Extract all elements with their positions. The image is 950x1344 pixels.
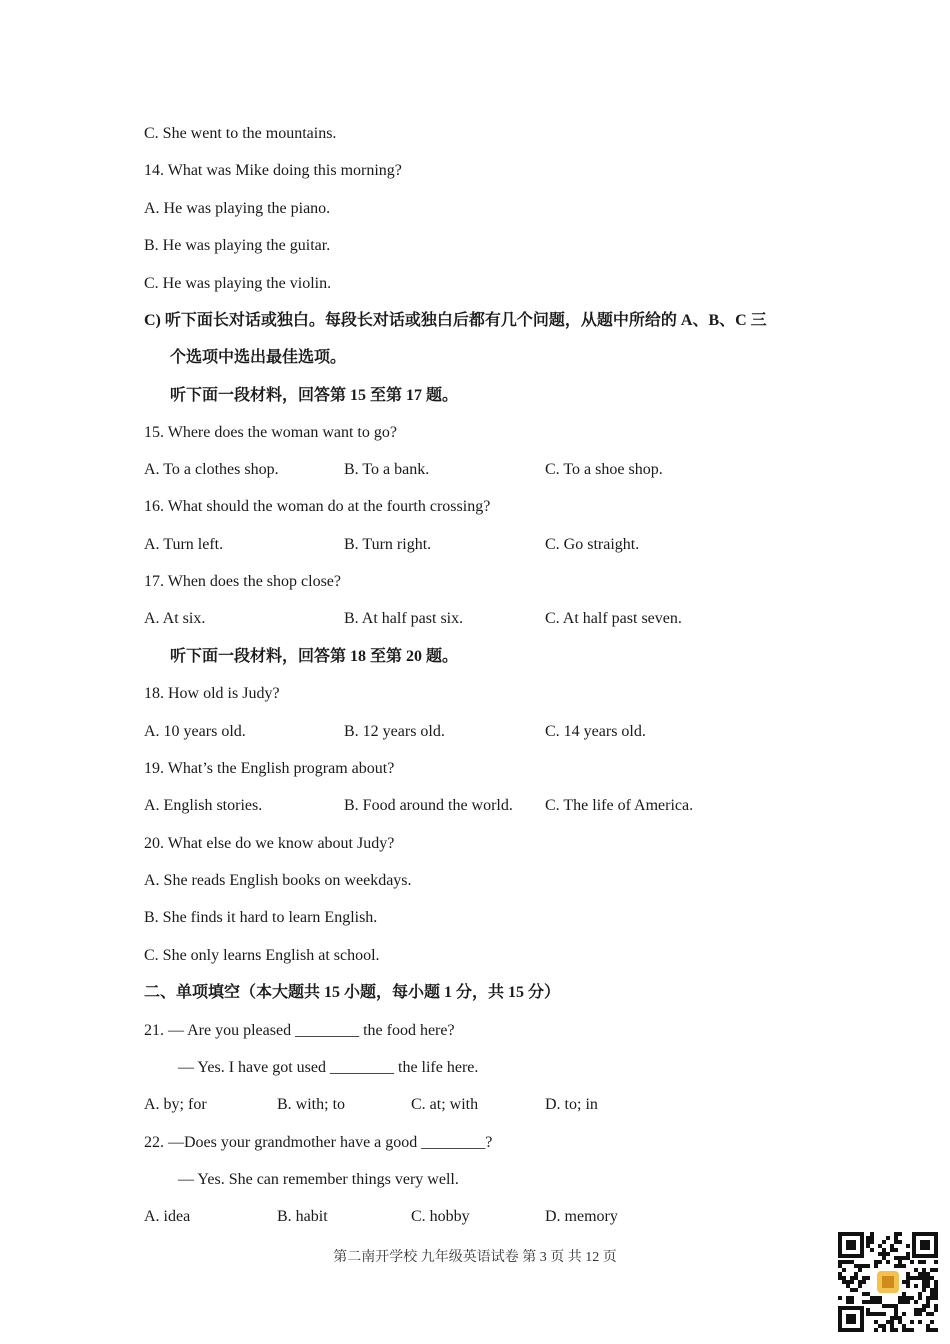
q18-option-c: C. 14 years old. bbox=[545, 723, 646, 740]
question-21: 21. — Are you pleased ________ the food here? bbox=[144, 1022, 455, 1039]
q17-option-b: B. At half past six. bbox=[344, 610, 464, 627]
q21-option-c: C. at; with bbox=[411, 1096, 479, 1113]
q19-options bbox=[144, 796, 794, 816]
q22-options bbox=[144, 1207, 794, 1227]
question-15: 15. Where does the woman want to go? bbox=[144, 424, 397, 441]
question-21-line-2: — Yes. I have got used ________ the life here. bbox=[178, 1059, 479, 1076]
question-18: 18. How old is Judy? bbox=[144, 685, 280, 702]
q15-option-b: B. To a bank. bbox=[344, 461, 430, 478]
q18-option-a: A. 10 years old. bbox=[144, 723, 246, 740]
question-17: 17. When does the shop close? bbox=[144, 573, 341, 590]
section-c-instruction-cont: 个选项中选出最佳选项。 bbox=[170, 349, 347, 366]
q18-options bbox=[144, 722, 794, 742]
q21-option-d: D. to; in bbox=[545, 1096, 598, 1113]
q18-option-b: B. 12 years old. bbox=[344, 723, 445, 740]
q14-option-a: A. He was playing the piano. bbox=[144, 200, 331, 217]
part-2-heading: 二、单项填空（本大题共 15 小题，每小题 1 分，共 15 分） bbox=[144, 984, 561, 1001]
q21-options bbox=[144, 1095, 794, 1115]
q17-option-c: C. At half past seven. bbox=[545, 610, 682, 627]
q19-option-b: B. Food around the world. bbox=[344, 797, 513, 814]
q22-option-c: C. hobby bbox=[411, 1208, 470, 1225]
q20-option-a: A. She reads English books on weekdays. bbox=[144, 872, 412, 889]
q17-option-a: A. At six. bbox=[144, 610, 206, 627]
q16-options bbox=[144, 535, 794, 555]
q20-option-b: B. She finds it hard to learn English. bbox=[144, 909, 378, 926]
q14-option-b: B. He was playing the guitar. bbox=[144, 237, 331, 254]
q15-option-a: A. To a clothes shop. bbox=[144, 461, 279, 478]
q22-option-a: A. idea bbox=[144, 1208, 191, 1225]
q21-option-a: A. by; for bbox=[144, 1096, 207, 1113]
q19-option-c: C. The life of America. bbox=[545, 797, 694, 814]
page-footer: 第二南开学校 九年级英语试卷 第 3 页 共 12 页 bbox=[333, 1250, 617, 1265]
q22-option-b: B. habit bbox=[277, 1208, 328, 1225]
q13-option-c: C. She went to the mountains. bbox=[144, 125, 337, 142]
q14-option-c: C. He was playing the violin. bbox=[144, 275, 332, 292]
question-20: 20. What else do we know about Judy? bbox=[144, 835, 395, 852]
q22-option-d: D. memory bbox=[545, 1208, 618, 1225]
question-16: 16. What should the woman do at the fourth crossing? bbox=[144, 498, 491, 515]
q15-options bbox=[144, 460, 794, 480]
q16-option-b: B. Turn right. bbox=[344, 536, 432, 553]
material-2-heading: 听下面一段材料，回答第 18 至第 20 题。 bbox=[170, 648, 459, 665]
question-22-line-2: — Yes. She can remember things very well. bbox=[178, 1171, 459, 1188]
q17-options bbox=[144, 609, 794, 629]
question-22: 22. —Does your grandmother have a good ________? bbox=[144, 1134, 493, 1151]
q20-option-c: C. She only learns English at school. bbox=[144, 947, 380, 964]
q19-option-a: A. English stories. bbox=[144, 797, 263, 814]
q21-option-b: B. with; to bbox=[277, 1096, 346, 1113]
q16-option-c: C. Go straight. bbox=[545, 536, 640, 553]
question-14: 14. What was Mike doing this morning? bbox=[144, 162, 402, 179]
material-1-heading: 听下面一段材料，回答第 15 至第 17 题。 bbox=[170, 387, 459, 404]
question-19: 19. What’s the English program about? bbox=[144, 760, 395, 777]
q16-option-a: A. Turn left. bbox=[144, 536, 224, 553]
qr-code-icon bbox=[838, 1232, 938, 1332]
q15-option-c: C. To a shoe shop. bbox=[545, 461, 663, 478]
section-c-instruction: C) 听下面长对话或独白。每段长对话或独白后都有几个问题，从题中所给的 A、B、C 三 bbox=[144, 312, 767, 329]
